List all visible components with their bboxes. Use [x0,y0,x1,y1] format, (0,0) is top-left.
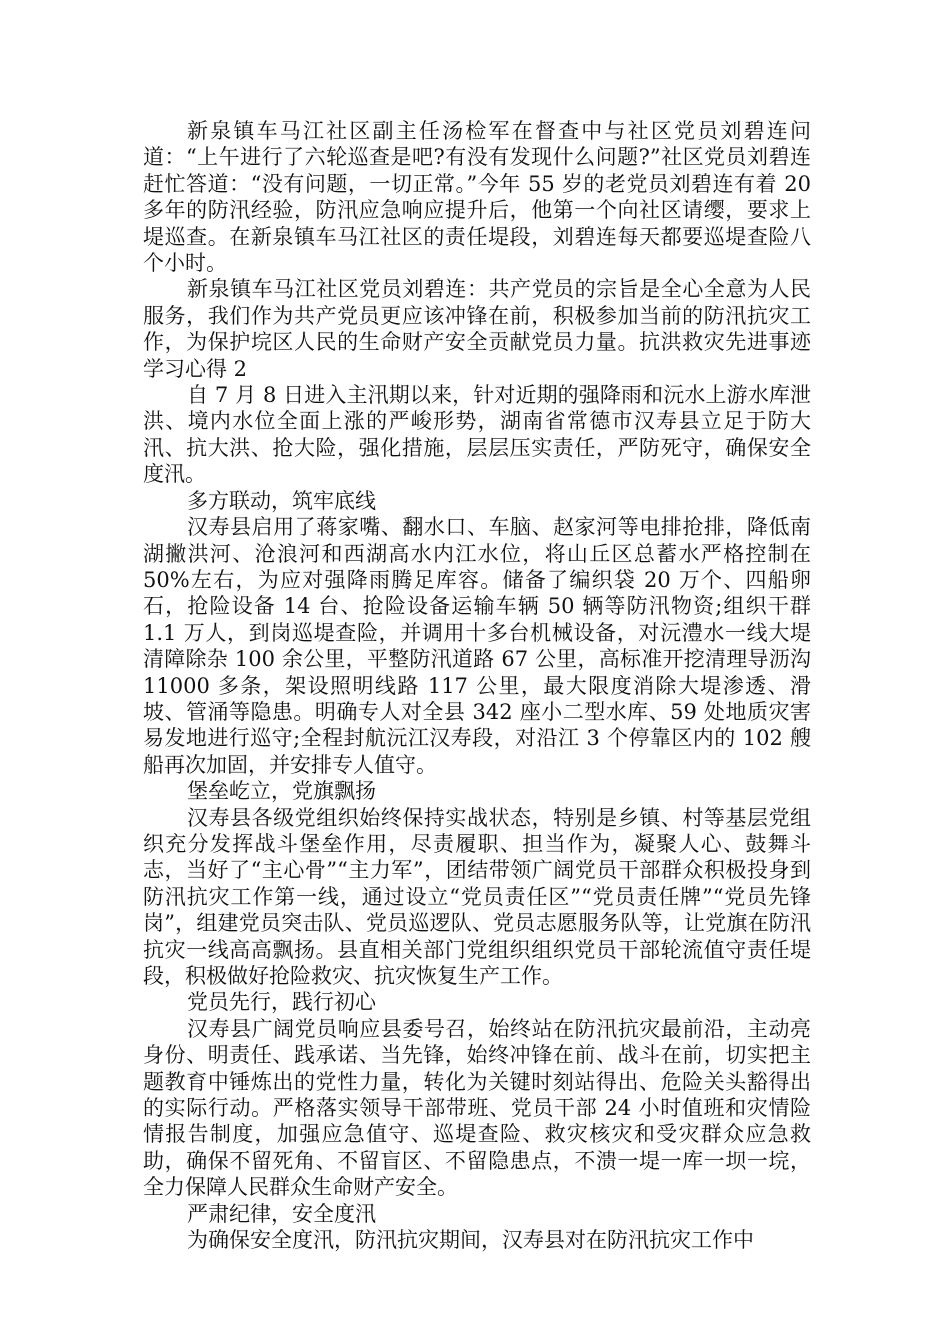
paragraph-3: 自 7 月 8 日进入主汛期以来，针对近期的强降雨和沅水上游水库泄洪、境内水位全面上涨的严峻形势，湖南省常德市汉寿县立足于防大汛、抗大洪、抢大险，强化措施，层层压实责任，严防死守，确保安全度汛。 [143,383,811,487]
section-heading-2: 堡垒屹立，党旗飘扬 [187,779,376,804]
section-heading-3: 党员先行，践行初心 [187,990,376,1015]
paragraph-5: 汉寿县各级党组织始终保持实战状态，特别是乡镇、村等基层党组织充分发挥战斗堡垒作用，尽责履职、担当作为，凝聚人心、鼓舞斗志，当好了“主心骨”“主力军”，团结带领广阔党员干部群众积极投身到防汛抗灾工作第一线，通过设立“党员责任区”“党员责任牌”“党员先锋岗”，组建党员突击队、党员巡逻队、党员志愿服务队等，让党旗在防汛抗灾一线高高飘扬。县直相关部门党组织组织党员干部轮流值守责任堤段，积极做好抢险救灾、抗灾恢复生产工作。 [143,805,811,988]
paragraph-4: 汉寿县启用了蒋家嘴、翻水口、车脑、赵家河等电排抢排，降低南湖撇洪河、沧浪河和西湖高水内江水位，将山丘区总蓄水严格控制在 50%左右，为应对强降雨腾足库容。储备了编织袋 20 万个、四船卵石，抢险设备 14 台、抢险设备运输车辆 50 辆等防汛物资;组织干群 1.1 万人，到岗巡堤查险，并调用十多台机械设备，对沅澧水一线大堤清障除杂 100 余公里，平整防汛道路 67 公里，高标准开挖清理导沥沟 11000 多条，架设照明线路 117 公里，最大限度消除大堤渗透、滑坡、管涌等隐患。明确专人对全县 342 座小二型水库、59 处地质灾害易发地进行巡守;全程封航沅江汉寿段，对沿江 3 个停靠区内的 102 艘船再次加固，并安排专人值守。 [143,515,811,777]
paragraph-2: 新泉镇车马江社区党员刘碧连：共产党员的宗旨是全心全意为人民服务，我们作为共产党员更应该冲锋在前，积极参加当前的防汛抗灾工作，为保护垸区人民的生命财产安全贡献党员力量。抗洪救灾先进事迹学习心得 2 [143,277,811,381]
paragraph-1: 新泉镇车马江社区副主任汤检军在督查中与社区党员刘碧连问道：“上午进行了六轮巡查是吧?有没有发现什么问题?”社区党员刘碧连赶忙答道：“没有问题，一切正常。”今年 55 岁的老党员刘碧连有着 20 多年的防汛经验，防汛应急响应提升后，他第一个向社区请缨，要求上堤巡查。在新泉镇车马江社区的责任堤段，刘碧连每天都要巡堤查险八个小时。 [143,119,811,276]
section-heading-1: 多方联动，筑牢底线 [187,488,376,513]
document-body [143,118,811,1253]
paragraph-7: 为确保安全度汛，防汛抗灾期间，汉寿县对在防汛抗灾工作中 [187,1228,754,1253]
section-heading-4: 严肃纪律，安全度汛 [187,1201,376,1226]
paragraph-6: 汉寿县广阔党员响应县委号召，始终站在防汛抗灾最前沿，主动亮身份、明责任、践承诺、当先锋，始终冲锋在前、战斗在前，切实把主题教育中锤炼出的党性力量，转化为关键时刻站得出、危险关头豁得出的实际行动。严格落实领导干部带班、党员干部 24 小时值班和灾情险情报告制度，加强应急值守、巡堤查险、救灾核灾和受灾群众应急救助，确保不留死角、不留盲区、不留隐患点，不溃一堤一库一坝一垸，全力保障人民群众生命财产安全。 [143,1016,811,1200]
